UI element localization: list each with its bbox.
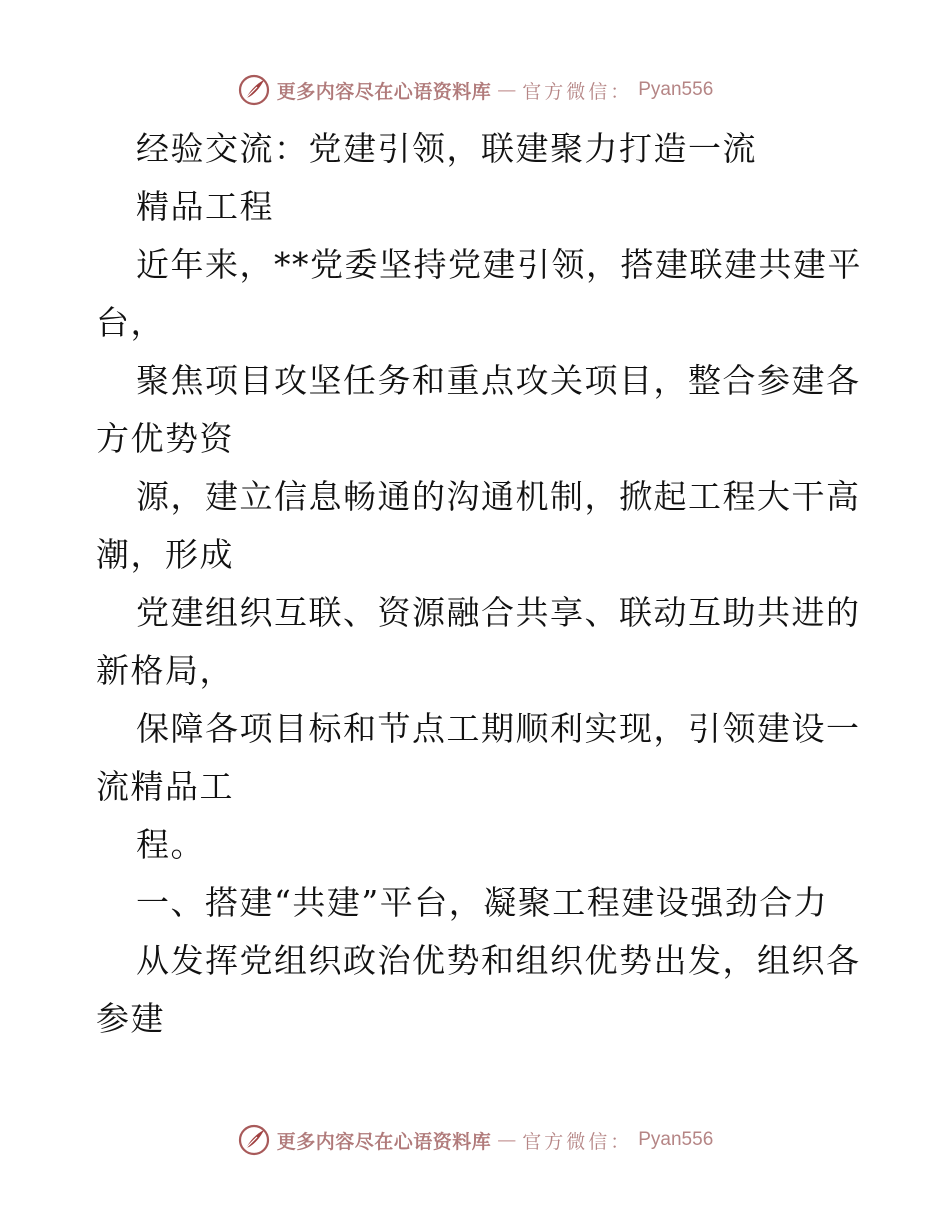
doc-line: 一、搭建“共建”平台，凝聚工程建设强劲合力: [136, 883, 829, 922]
watermark-wechat-id: Pyan556: [638, 1129, 714, 1150]
doc-line: 经验交流：党建引领，联建聚力打造一流: [136, 129, 757, 168]
watermark-main-text: 更多内容尽在心语资料库: [276, 1130, 492, 1153]
doc-line: 从发挥党组织政治优势和组织优势出发，组织各: [136, 941, 861, 980]
doc-line: 保障各项目标和节点工期顺利实现，引领建设一: [136, 709, 861, 748]
doc-line: 近年来，**党委坚持党建引领，搭建联建共建平: [136, 245, 862, 284]
watermark-separator: —: [497, 1129, 517, 1151]
feather-pen-logo-icon: [237, 1123, 271, 1157]
doc-line: 程。: [136, 825, 205, 864]
watermark-footer: [0, 1120, 950, 1160]
doc-line: 党建组织互联、资源融合共享、联动互助共进的: [136, 593, 861, 632]
doc-line: 台，: [96, 303, 165, 342]
feather-pen-logo-icon: [237, 73, 271, 107]
watermark-header: [0, 70, 950, 110]
doc-line: 参建: [96, 999, 165, 1038]
watermark-wechat-label: 官方微信：: [522, 80, 633, 103]
doc-line: 方优势资: [96, 419, 234, 458]
watermark-separator: —: [497, 79, 517, 101]
watermark-main-text: 更多内容尽在心语资料库: [276, 80, 492, 103]
doc-line: 新格局，: [96, 651, 234, 690]
doc-line: 流精品工: [96, 767, 234, 806]
doc-line: 源，建立信息畅通的沟通机制，掀起工程大干高: [136, 477, 861, 516]
doc-line: 潮，形成: [96, 535, 234, 574]
watermark-wechat-id: Pyan556: [638, 79, 714, 100]
doc-line: 聚焦项目攻坚任务和重点攻关项目，整合参建各: [136, 361, 861, 400]
doc-line: 精品工程: [136, 187, 274, 226]
document-body: [96, 120, 862, 1048]
watermark-wechat-label: 官方微信：: [522, 1130, 633, 1153]
